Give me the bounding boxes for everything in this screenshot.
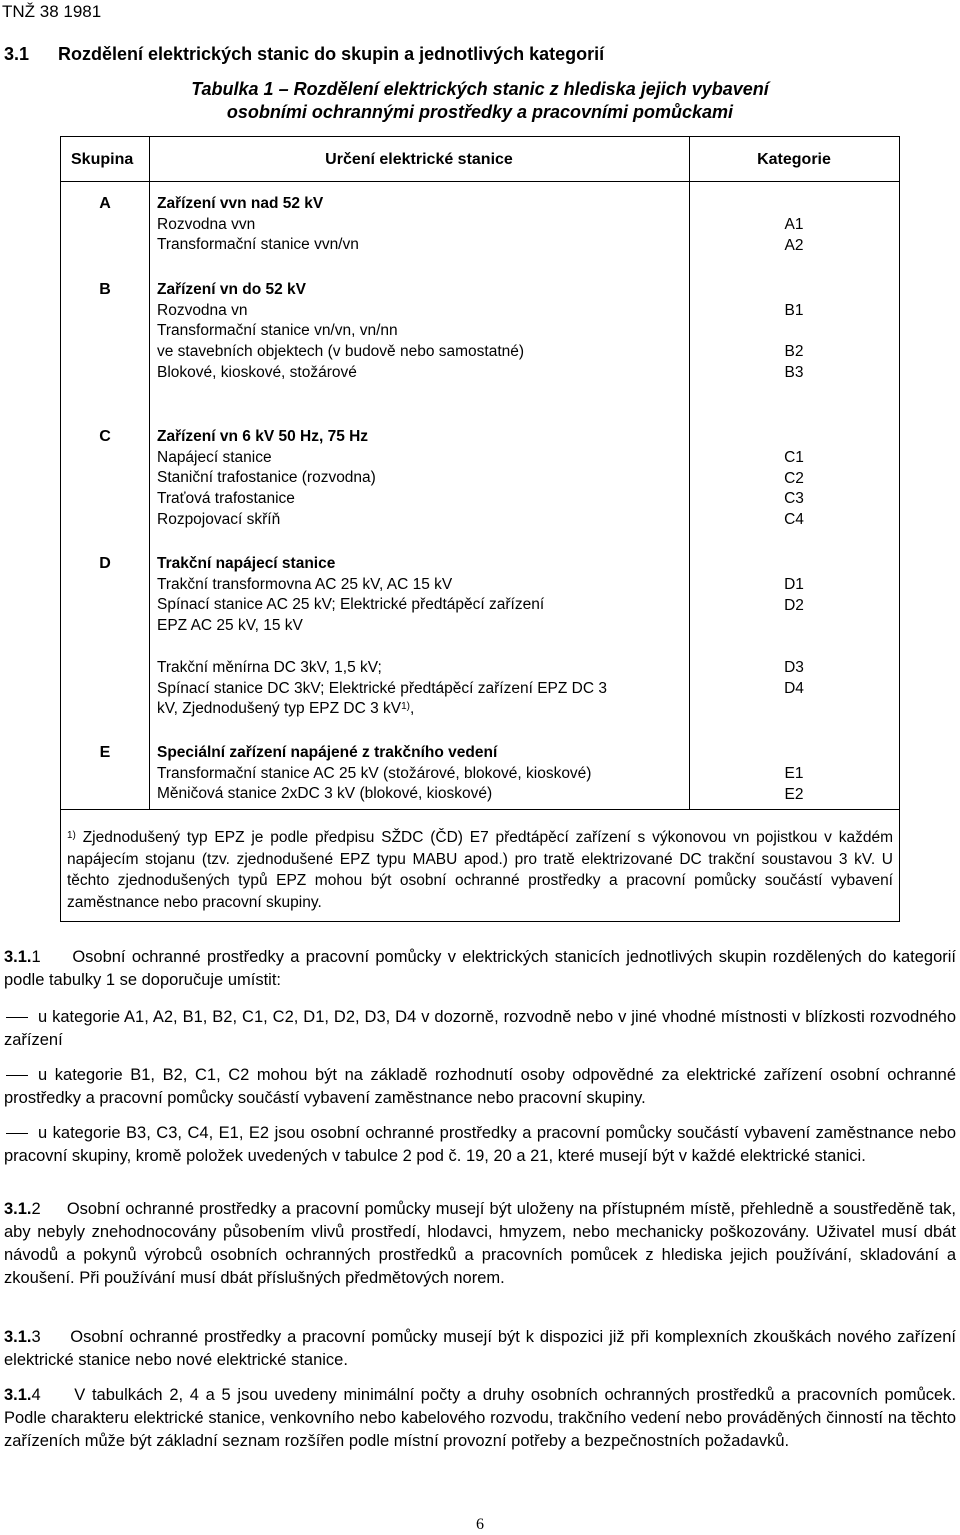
paragraph-text: Osobní ochranné prostředky a pracovní pomůcky musejí být uloženy na přístupném místě, přehledně a soustředěně tak, aby nebyly znehodnocovány působením vlivů prostředí, hlodavci, hmyzem, nebo mechanicky poškozovány. Uživatel musí dbát návodů a pokynů výrobců osobních ochranných prostředků a pracovních pomůcek z hlediska jejich používání, skladování a zkoušení. Při používání musí dbát příslušných předmětových norem. (4, 1200, 957, 1287)
group-c-line: Rozpojovací skříň (157, 510, 281, 528)
group-c-line: Traťová trafostanice (157, 490, 295, 508)
group-c-heading: Zařízení vn 6 kV 50 Hz, 75 Hz (157, 428, 369, 445)
group-b-label: B (99, 281, 111, 298)
group-b-line: Blokové, kioskové, stožárové (157, 363, 357, 381)
group-b-categories (689, 301, 899, 384)
paragraph-number: 3.1.3 (4, 1328, 41, 1346)
group-d-description (157, 554, 685, 637)
group-c-categories (689, 448, 899, 531)
table-title-line-2: osobními ochrannými prostředky a pracovními pomůckami (226, 102, 734, 122)
page-number: 6 (476, 1516, 484, 1533)
dash-bullet (6, 1017, 28, 1018)
paragraph-number: 3.1.2 (4, 1200, 41, 1218)
paragraph-3-1-4 (4, 1384, 956, 1453)
header-category: Kategorie (757, 151, 831, 168)
category-a1: A1 (784, 216, 804, 233)
group-b-line: Transformační stanice vn/vn, vn/nn (157, 322, 398, 340)
group-a-line: Transformační stanice vvn/vn (157, 236, 359, 254)
category-c1: C1 (784, 449, 804, 466)
document-code: TNŽ 38 1981 (2, 2, 102, 21)
group-b-description (157, 280, 685, 384)
bullet-text: u kategorie B3, C3, C4, E1, E2 jsou osobní ochranné prostředky a pracovní pomůcky součástí vybavení zaměstnance nebo pracovní skupiny, kromě položek uvedených v tabulce 2 pod č. 19, 20 a 21, které musejí být v každé elektrické stanici. (4, 1124, 956, 1165)
paragraph-text: V tabulkách 2, 4 a 5 jsou uvedeny minimální počty a druhy osobních ochranných prostředků a pracovních pomůcek. Podle charakteru elektrické stanice, venkovního nebo kabelového rozvodu, trakčního vedení nebo prováděných činností na těchto zařízeních může být základní seznam rozšířen podle místní provozní potřeby a bezpečnostních požadavků. (4, 1386, 957, 1450)
group-d-description-dc (157, 658, 685, 720)
category-spacer (689, 322, 899, 343)
group-e-categories (689, 764, 899, 805)
group-d-line-tail: , (410, 700, 415, 718)
paragraph-3-1-3 (4, 1326, 956, 1372)
paragraph-text: Osobní ochranné prostředky a pracovní pomůcky musejí být k dispozici již při komplexních zkouškách nového zařízení elektrické stanice nebo nové elektrické stanice. (4, 1328, 956, 1369)
bullet-text: u kategorie B1, B2, C1, C2 mohou být na základě rozhodnutí osoby odpovědné za elektrické zařízení osobní ochranné prostředky a pracovní pomůcky součástí vybavení zaměstnance nebo pracovní skupiny. (4, 1066, 956, 1107)
category-a2: A2 (784, 236, 804, 254)
group-e-line: Transformační stanice AC 25 kV (stožárové, blokové, kioskové) (157, 764, 592, 782)
group-c-line: Staniční trafostanice (rozvodna) (157, 469, 376, 487)
group-c-line: Napájecí stanice (157, 448, 272, 466)
group-c-description (157, 427, 685, 531)
bullet-text: u kategorie A1, A2, B1, B2, C1, C2, D1, D2, D3, D4 v dozorně, rozvodně nebo v jiné vhodné místnosti v blízkosti rozvodného zařízení (4, 1008, 956, 1049)
paragraph-number: 3.1.4 (4, 1386, 41, 1404)
group-d-line: Spínací stanice AC 25 kV; Elektrické předtápěcí zařízení (157, 596, 545, 614)
group-a-line: Rozvodna vvn (157, 215, 256, 233)
station-classification-table (60, 136, 900, 922)
category-e1: E1 (784, 765, 804, 782)
paragraph-3-1-1 (4, 946, 956, 992)
group-b-heading: Zařízení vn do 52 kV (157, 281, 307, 298)
group-a-label: A (99, 195, 111, 212)
category-c4: C4 (784, 511, 804, 529)
section-title-text: Rozdělení elektrických stanic do skupin a jednotlivých kategorií (58, 44, 605, 64)
dash-bullet (6, 1133, 28, 1134)
group-d-categories-dc (689, 658, 899, 699)
category-b2: B2 (784, 343, 804, 361)
group-d-line-text: kV, Zjednodušený typ EPZ DC 3 kV (157, 700, 402, 718)
category-c2: C2 (784, 469, 804, 487)
footnote-mark: 1) (67, 830, 76, 841)
group-d-categories (689, 575, 899, 616)
group-c-label: C (99, 428, 111, 445)
group-a-heading: Zařízení vvn nad 52 kV (157, 195, 324, 212)
group-e-description (157, 743, 685, 805)
category-e2: E2 (784, 785, 804, 803)
section-title (4, 44, 604, 65)
category-c3: C3 (784, 490, 804, 508)
category-d4: D4 (784, 679, 804, 697)
group-e-label: E (99, 744, 111, 761)
group-b-line: Rozvodna vn (157, 301, 248, 319)
bullet-item (4, 1006, 956, 1052)
dash-bullet (6, 1075, 28, 1076)
group-d-label: D (99, 555, 111, 572)
group-e-heading: Speciální zařízení napájené z trakčního vedení (157, 744, 498, 761)
group-a-description (157, 194, 685, 256)
category-d3: D3 (784, 659, 804, 676)
footnote-divider (61, 809, 899, 810)
header-divider (61, 181, 899, 182)
table-title-line-1: Tabulka 1 – Rozdělení elektrických stanic z hlediska jejich vybavení (191, 79, 769, 99)
group-b-line: ve stavebních objektech (v budově nebo samostatné) (157, 343, 525, 361)
header-group: Skupina (71, 151, 134, 168)
category-d1: D1 (784, 576, 804, 593)
section-number: 3.1 (4, 44, 30, 64)
group-d-line (157, 699, 685, 720)
column-divider (149, 137, 150, 809)
paragraph-number: 3.1.1 (4, 948, 41, 966)
group-d-line: Trakční transformovna AC 25 kV, AC 15 kV (157, 575, 453, 593)
category-b3: B3 (784, 364, 804, 382)
bullet-item (4, 1122, 956, 1168)
bullet-item (4, 1064, 956, 1110)
category-d2: D2 (784, 596, 804, 614)
group-d-heading: Trakční napájecí stanice (157, 555, 336, 572)
header-purpose: Určení elektrické stanice (325, 151, 513, 168)
group-e-line: Měničová stanice 2xDC 3 kV (blokové, kioskové) (157, 785, 493, 803)
paragraph-text: Osobní ochranné prostředky a pracovní pomůcky v elektrických stanicích jednotlivých skupin rozdělených do kategorií podle tabulky 1 se doporučuje umístit: (4, 948, 957, 989)
group-d-line: Trakční měnírna DC 3kV, 1,5 kV; (157, 659, 382, 676)
group-d-line: Spínací stanice DC 3kV; Elektrické předtápěcí zařízení EPZ DC 3 (157, 679, 607, 697)
footnote-reference: 1) (401, 701, 411, 713)
table-footnote (67, 827, 893, 913)
footnote-text: Zjednodušený typ EPZ je podle předpisu SŽDC (ČD) E7 předtápěcí zařízení s výkonovou vn pojistkou v každém napájecím stojanu (tzv. zjednodušené EPZ typu MABU apod.) pro tratě elektrizované DC trakční soustavou 3 kV. U těchto zjednodušených typů EPZ mohou být osobní ochranné prostředky a pracovní pomůcky součástí vybavení zaměstnance nebo pracovní skupiny. (67, 829, 893, 911)
category-b1: B1 (784, 302, 804, 319)
paragraph-3-1-2 (4, 1198, 956, 1290)
group-a-categories (689, 215, 899, 256)
group-d-line: EPZ AC 25 kV, 15 kV (157, 617, 303, 635)
